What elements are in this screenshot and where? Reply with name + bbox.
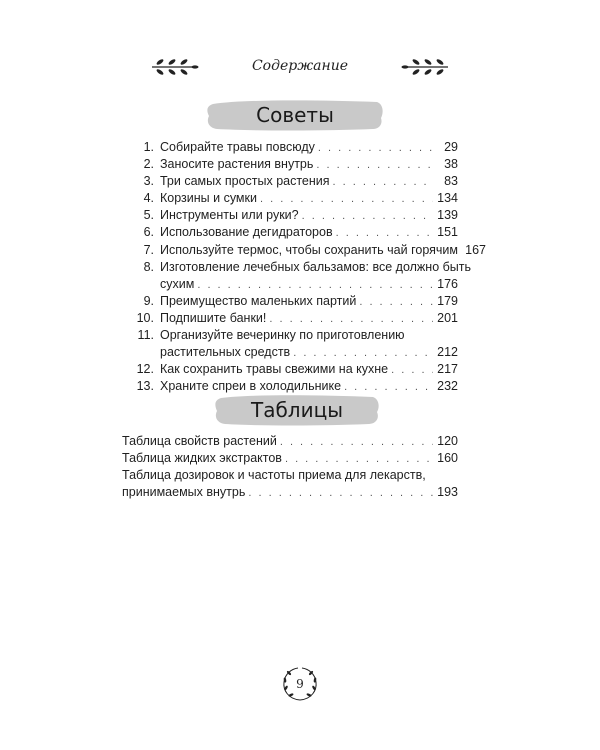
entry-page-number: 151 bbox=[437, 225, 458, 240]
toc-entry bbox=[136, 259, 472, 276]
entry-page-number: 201 bbox=[437, 310, 458, 325]
entry-title: Три самых простых растения bbox=[160, 174, 330, 189]
dot-leader bbox=[293, 345, 433, 362]
section-heading-tips: Советы bbox=[256, 103, 334, 127]
dot-leader bbox=[269, 311, 433, 328]
entry-page-number: 217 bbox=[437, 362, 458, 377]
dot-leader bbox=[359, 294, 433, 311]
entry-page-number: 120 bbox=[437, 434, 458, 448]
entry-title: Организуйте вечеринку по приготовлению bbox=[160, 328, 405, 343]
toc-entry bbox=[136, 156, 458, 173]
entry-page-number: 176 bbox=[437, 276, 458, 291]
page-header bbox=[0, 54, 600, 84]
toc-entry-continued bbox=[136, 276, 458, 293]
entry-title: Используйте термос, чтобы сохранить чай горячим bbox=[160, 242, 458, 257]
toc-entry bbox=[136, 242, 486, 259]
entry-title: Как сохранить травы свежими на кухне bbox=[160, 362, 389, 377]
entry-number: 3. bbox=[143, 174, 154, 189]
sprig-ornament-right-icon bbox=[400, 54, 450, 80]
entry-number: 8. bbox=[143, 259, 154, 274]
dot-leader bbox=[260, 191, 433, 208]
entry-number: 7. bbox=[143, 242, 154, 257]
entry-page-number: 134 bbox=[437, 191, 458, 206]
toc-entry bbox=[136, 207, 458, 224]
entry-number: 9. bbox=[143, 293, 154, 308]
entry-title: Корзины и сумки bbox=[160, 191, 257, 206]
section-heading-tables: Таблицы bbox=[251, 398, 343, 422]
entry-number: 13. bbox=[136, 379, 154, 394]
entry-title: Таблица дозировок и частоты приема для лекарств, bbox=[122, 468, 426, 483]
dot-leader bbox=[316, 157, 433, 174]
entry-page-number: 167 bbox=[465, 242, 486, 257]
entry-number: 2. bbox=[143, 157, 154, 172]
entry-number: 11. bbox=[137, 328, 154, 343]
entry-title: Подпишите банки! bbox=[160, 310, 267, 325]
entry-page-number: 29 bbox=[444, 140, 458, 154]
entry-page-number: 193 bbox=[437, 485, 458, 500]
section-banner-tips bbox=[205, 98, 385, 132]
entry-title-continued: растительных средств bbox=[160, 345, 291, 360]
entry-number: 12. bbox=[136, 362, 154, 377]
toc-entry bbox=[136, 310, 458, 327]
toc-entry bbox=[136, 327, 458, 344]
entry-title: Преимущество маленьких партий bbox=[160, 293, 357, 308]
toc-entry bbox=[136, 361, 458, 378]
entry-page-number: 83 bbox=[444, 174, 458, 189]
entry-title: Инструменты или руки? bbox=[160, 208, 299, 223]
toc-entry bbox=[136, 139, 458, 156]
dot-leader bbox=[333, 174, 433, 191]
toc-entry bbox=[136, 224, 458, 241]
entry-number: 6. bbox=[143, 225, 154, 240]
entry-title: Использование дегидраторов bbox=[160, 225, 333, 240]
entry-page-number: 139 bbox=[437, 208, 458, 223]
dot-leader bbox=[197, 277, 433, 294]
toc-entry bbox=[122, 450, 458, 467]
entry-title: Собирайте травы повсюду bbox=[160, 140, 315, 154]
entry-title: Изготовление лечебных бальзамов: все должно быть bbox=[160, 259, 472, 274]
section-banner-tables bbox=[213, 393, 381, 427]
page-number-wreath bbox=[280, 664, 320, 704]
entry-page-number: 160 bbox=[437, 451, 458, 466]
entry-title-continued: сухим bbox=[160, 276, 195, 291]
entry-title: Заносите растения внутрь bbox=[160, 157, 314, 172]
entry-number: 5. bbox=[143, 208, 154, 223]
entry-title: Таблица жидких экстрактов bbox=[122, 451, 282, 466]
dot-leader bbox=[302, 208, 433, 225]
toc-entry-continued bbox=[122, 484, 458, 501]
page-number: 9 bbox=[296, 677, 304, 691]
dot-leader bbox=[285, 451, 433, 468]
dot-leader bbox=[336, 225, 433, 242]
toc-entry bbox=[136, 293, 458, 310]
entry-number: 10. bbox=[136, 310, 154, 325]
running-header-title: Содержание bbox=[251, 58, 349, 74]
entry-title: Храните спреи в холодильнике bbox=[160, 379, 342, 394]
dot-leader bbox=[248, 485, 433, 502]
dot-leader bbox=[391, 362, 433, 379]
entry-page-number: 232 bbox=[437, 379, 458, 394]
dot-leader bbox=[280, 434, 433, 451]
toc-entry bbox=[122, 433, 458, 450]
toc-entry-continued bbox=[136, 344, 458, 361]
entry-title: Таблица свойств растений bbox=[122, 434, 277, 448]
entry-number: 1. bbox=[143, 140, 154, 154]
toc-entry bbox=[122, 467, 458, 484]
dot-leader bbox=[318, 140, 433, 157]
toc-entry bbox=[136, 173, 458, 190]
entry-page-number: 38 bbox=[444, 157, 458, 172]
toc-entry bbox=[136, 190, 458, 207]
entry-number: 4. bbox=[143, 191, 154, 206]
entry-page-number: 179 bbox=[437, 293, 458, 308]
tables-list bbox=[122, 433, 458, 501]
tips-list bbox=[136, 139, 486, 395]
entry-page-number: 212 bbox=[437, 345, 458, 360]
entry-title-continued: принимаемых внутрь bbox=[122, 485, 246, 500]
